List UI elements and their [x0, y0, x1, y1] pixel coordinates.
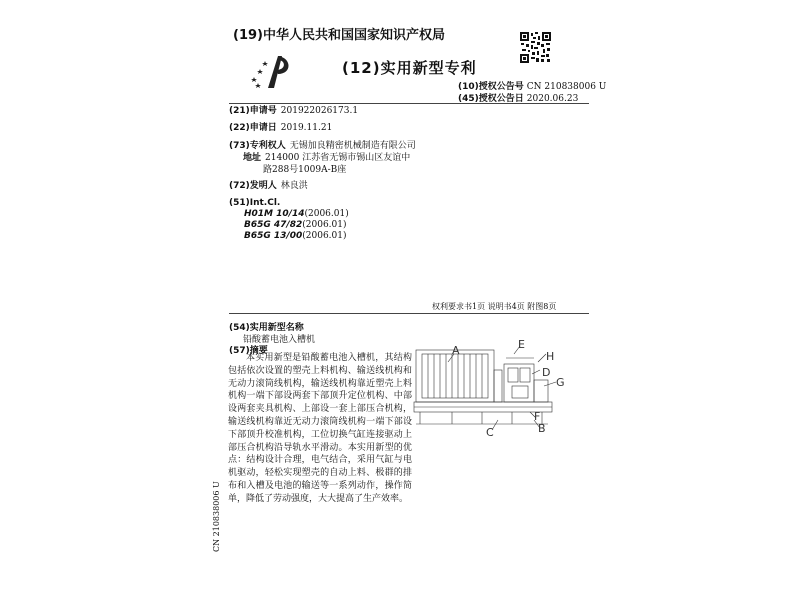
publication-number-label: (10)授权公告号	[458, 82, 524, 92]
qr-code-icon	[519, 31, 552, 64]
drawing-label-f: F	[534, 410, 541, 423]
int-cl-label: (51)Int.Cl.	[229, 198, 281, 208]
abstract-label: (57)摘要	[229, 346, 268, 356]
ipc-version: (2006.01)	[304, 209, 349, 219]
application-number-label: (21)申请号	[229, 106, 277, 116]
document-type-title: (12)实用新型专利	[342, 59, 477, 77]
model-name-value: 铅酸蓄电池入槽机	[243, 335, 316, 345]
patentee-value: 无锡加良精密机械制造有限公司	[289, 141, 416, 151]
ipc-entry	[244, 220, 347, 230]
ipc-code: B65G 13/00	[244, 231, 303, 241]
filing-date	[229, 123, 332, 134]
header-divider	[229, 103, 589, 104]
pages-divider	[229, 313, 589, 314]
inventor	[229, 181, 308, 192]
filing-date-label: (22)申请日	[229, 123, 277, 133]
side-publication-number: CN 210838006 U	[212, 481, 221, 552]
publication-number-value: CN 210838006 U	[526, 82, 607, 92]
application-number	[229, 106, 358, 117]
address-line-2: 路288号1009A-B座	[263, 165, 347, 175]
abstract-text: 本实用新型是铅酸蓄电池入槽机，其结构包括依次设置的塑壳上料机构、输送线机构和无动力滚筒线机构，输送线机构靠近塑壳上料机构一端下部设两套下部顶升定位机构、中部设两套夹具机构、上部设一套上部压合机构，输送线机构靠近无动力滚筒线机构一端下部设下部顶升校准机构，工位切换气缸连接驱动上部压合机构沿导轨水平滑动。本实用新型的优点：结构设计合理，电气结合，采用气缸与电机驱动，轻松实现塑壳的自动上料、极群的排布和入槽及电池的输送等一系列动作，操作简单，降低了劳动强度，大大提高了生产效率。	[228, 353, 412, 504]
abstract-drawing	[412, 340, 582, 448]
model-name-label: (54)实用新型名称	[229, 323, 304, 333]
drawing-label-e: E	[518, 340, 525, 351]
ipc-version: (2006.01)	[302, 220, 347, 230]
patentee	[229, 141, 416, 152]
drawing-label-b: B	[538, 422, 546, 435]
address-label: 地址	[243, 153, 262, 163]
ipc-code: H01M 10/14	[244, 209, 305, 219]
filing-date-value: 2019.11.21	[280, 123, 333, 133]
patentee-label: (73)专利权人	[229, 141, 286, 151]
drawing-label-a: A	[452, 344, 460, 357]
ipc-code: B65G 47/82	[244, 220, 303, 230]
address-continued	[263, 165, 346, 176]
ipc-version: (2006.01)	[302, 231, 347, 241]
drawing-label-h: H	[546, 350, 555, 363]
application-number-value: 201922026173.1	[280, 106, 359, 116]
drawing-label-g: G	[556, 376, 565, 389]
int-cl	[229, 198, 280, 209]
publication-date-value: 2020.06.23	[526, 94, 579, 104]
ipc-entry	[244, 231, 347, 241]
drawing-label-c: C	[486, 426, 494, 439]
inventor-value: 林良洪	[280, 181, 308, 191]
cnipa-logo-icon	[248, 52, 294, 90]
ipc-entry	[244, 209, 349, 219]
address-line-1: 214000 江苏省无锡市锡山区友谊中	[265, 153, 411, 163]
publication-date-label: (45)授权公告日	[458, 94, 524, 104]
address	[243, 153, 410, 164]
inventor-label: (72)发明人	[229, 181, 277, 191]
issuing-authority: (19)中华人民共和国国家知识产权局	[233, 28, 445, 43]
page-count-info: 权利要求书1页 说明书4页 附图8页	[432, 302, 557, 311]
drawing-label-d: D	[542, 366, 551, 379]
